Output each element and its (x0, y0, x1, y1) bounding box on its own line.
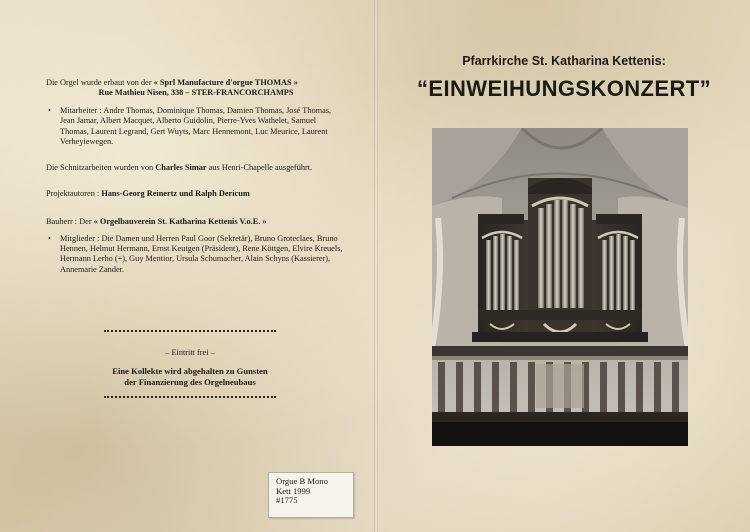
organ-photo (432, 128, 688, 446)
owner-line: Bauherr : Der « Orgelbauverein St. Katharina Kettenis V.o.E. » (46, 217, 267, 227)
organ-illustration (432, 128, 688, 446)
archive-label: Orgue B Mono Kett 1999 #1775 (268, 472, 354, 518)
credits-panel (46, 78, 346, 275)
collection-note: Eine Kollekte wird abgehalten zu Gunsten der Finanzierung des Orgelneubaus (112, 366, 268, 387)
dotted-divider-top (104, 330, 276, 332)
builder-name: « Sprl Manufacture d'orgue THOMAS » (153, 78, 298, 87)
church-name: Pfarrkirche St. Katharina Kettenis: (462, 54, 666, 68)
dotted-divider-bottom (104, 396, 276, 398)
builder-address: Rue Mathieu Nisen, 338 – STER-FRANCORCHAMPS (98, 88, 294, 98)
project-authors: Projektautoren : Hans-Georg Reinertz und Ralph Dericum (46, 188, 250, 198)
members-list: • Mitglieder : Die Damen und Herren Paul Goor (Sekretär), Bruno Groteclaes, Bruno Hennen, Helmut Hermann, Ernst Keutgen (Präsident), Rene Köttgen, Elvire Kreuels, Hermann Lerho (+), Guy Mentior, Ursula Schumacher, Alain Schyns (Kassierer), Annemarie Zander. (46, 234, 346, 276)
staff-list: • Mitarbeiter : Andre Thomas, Dominique Thomas, Damien Thomas, José Thomas, Jean Jamar, Albert Macquet, Alberto Guidolin, Pierre-Yves Wathelet, Samuel Thomas, Laurent Legrand, Gert Wuyts, Marc Hennemont, Luc Meurice, Laurent Verheyiewegen. (46, 106, 346, 148)
builder-line: Die Orgel wurde erbaut von der « Sprl Manufacture d'orgue THOMAS » (46, 78, 298, 87)
pipes-left (486, 234, 519, 310)
concert-title: “EINWEIHUNGSKONZERT” (417, 76, 711, 101)
carving-line: Die Schnitzarbeiten wurden von Charles Simar aus Henri-Chapelle ausgeführt. (46, 163, 313, 173)
entry-free-note: – Eintritt frei – (165, 348, 215, 357)
pipes-right (602, 234, 635, 310)
